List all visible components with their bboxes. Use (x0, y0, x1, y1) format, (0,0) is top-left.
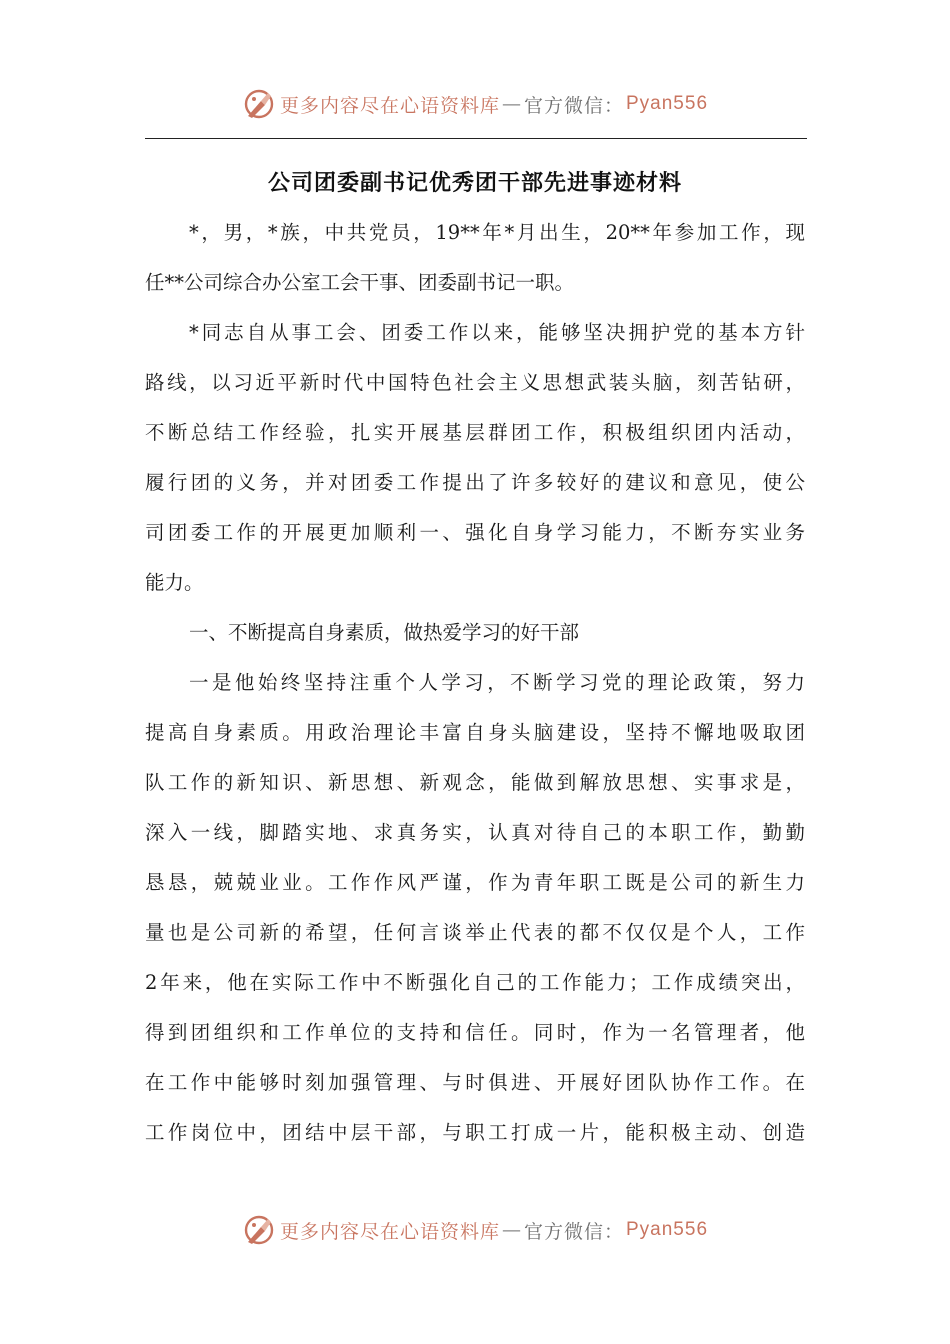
body-line: *同志自从事工会、团委工作以来，能够坚决拥护党的基本方针 (189, 321, 805, 344)
body-line: 队工作的新知识、新思想、新观念，能做到解放思想、实事求是， (145, 771, 805, 794)
pen-logo-icon (242, 1213, 276, 1247)
body-line: 任**公司综合办公室工会干事、团委副书记一职。 (145, 271, 575, 294)
footer-watermark (0, 1210, 950, 1250)
watermark-wechat-id: Pyan556 (626, 93, 709, 114)
watermark-wechat-id: Pyan556 (626, 1219, 709, 1240)
body-line: 能力。 (145, 571, 204, 594)
watermark-official-label: 官方微信： (523, 94, 624, 117)
watermark-dash: — (501, 1219, 522, 1241)
section-heading: 一、不断提高自身素质，做热爱学习的好干部 (189, 621, 580, 644)
watermark-dash: — (501, 93, 522, 115)
header-watermark (0, 84, 950, 124)
body-line: *，男，*族，中共党员，19**年*月出生，20**年参加工作，现 (189, 221, 805, 244)
body-line: 得到团组织和工作单位的支持和信任。同时，作为一名管理者，他 (145, 1021, 805, 1044)
body-line: 在工作中能够时刻加强管理、与时俱进、开展好团队协作工作。在 (145, 1071, 805, 1094)
body-line: 工作岗位中，团结中层干部，与职工打成一片，能积极主动、创造 (145, 1121, 805, 1144)
body-line: 司团委工作的开展更加顺利一、强化自身学习能力，不断夯实业务 (145, 521, 805, 544)
body-line: 提高自身素质。用政治理论丰富自身头脑建设，坚持不懈地吸取团 (145, 721, 805, 744)
body-line: 恳恳，兢兢业业。工作作风严谨，作为青年职工既是公司的新生力 (145, 871, 805, 894)
body-line: 不断总结工作经验，扎实开展基层群团工作，积极组织团内活动， (145, 421, 805, 444)
watermark-main-text: 更多内容尽在心语资料库 (279, 1220, 500, 1243)
body-line: 2年来，他在实际工作中不断强化自己的工作能力；工作成绩突出， (145, 971, 805, 994)
body-line: 深入一线，脚踏实地、求真务实，认真对待自己的本职工作，勤勤 (145, 821, 805, 844)
document-title: 公司团委副书记优秀团干部先进事迹材料 (267, 171, 682, 196)
pen-logo-icon (242, 87, 276, 121)
watermark-main-text: 更多内容尽在心语资料库 (279, 94, 500, 117)
header-rule (145, 138, 807, 139)
body-line: 履行团的义务，并对团委工作提出了许多较好的建议和意见，使公 (145, 471, 805, 494)
body-line: 路线，以习近平新时代中国特色社会主义思想武装头脑，刻苦钻研， (145, 371, 805, 394)
body-line: 一是他始终坚持注重个人学习，不断学习党的理论政策，努力 (189, 671, 805, 694)
watermark-official-label: 官方微信： (523, 1220, 624, 1243)
body-line: 量也是公司新的希望，任何言谈举止代表的都不仅仅是个人，工作 (145, 921, 805, 944)
